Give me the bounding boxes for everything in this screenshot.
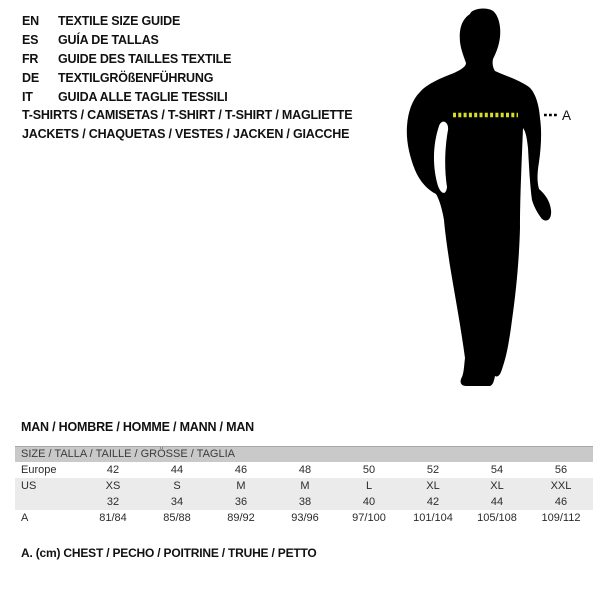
table-row xyxy=(15,478,593,494)
size-cell: 38 xyxy=(298,496,312,508)
table-row-label: A xyxy=(21,512,29,524)
language-code: EN xyxy=(22,14,39,28)
size-cell: 46 xyxy=(554,496,568,508)
size-cell: L xyxy=(365,480,373,492)
size-cell: 44 xyxy=(490,496,504,508)
size-cell: M xyxy=(236,480,246,492)
measurement-footnote: A. (cm) CHEST / PECHO / POITRINE / TRUHE / PETTO xyxy=(21,546,317,560)
size-cell: 40 xyxy=(362,496,376,508)
size-table xyxy=(15,446,593,526)
size-cell: S xyxy=(173,480,181,492)
size-cell: 42 xyxy=(426,496,440,508)
size-cell: 93/96 xyxy=(291,512,319,524)
size-cell: 48 xyxy=(298,464,312,476)
table-row-label: Europe xyxy=(21,464,57,476)
language-row xyxy=(22,50,231,69)
size-cell: 42 xyxy=(106,464,120,476)
category-line-tshirts: T-SHIRTS / CAMISETAS / T-SHIRT / T-SHIRT / MAGLIETTE xyxy=(22,108,353,122)
language-label: GUIDE DES TAILLES TEXTILE xyxy=(58,52,232,66)
language-code: DE xyxy=(22,71,39,85)
size-cell: 81/84 xyxy=(99,512,127,524)
table-row xyxy=(15,494,593,510)
language-row xyxy=(22,69,231,88)
language-label: TEXTILE SIZE GUIDE xyxy=(58,14,181,28)
language-code: IT xyxy=(22,90,33,104)
size-cell: XL xyxy=(490,480,504,492)
language-code: FR xyxy=(22,52,39,66)
language-row xyxy=(22,12,231,31)
measure-label-a: A xyxy=(562,108,572,123)
section-title-man: MAN / HOMBRE / HOMME / MANN / MAN xyxy=(21,420,254,434)
size-cell: 85/88 xyxy=(163,512,191,524)
size-cell: 109/112 xyxy=(541,512,581,524)
size-cell: 52 xyxy=(426,464,440,476)
language-row xyxy=(22,31,231,50)
table-row-label: US xyxy=(21,480,37,492)
table-row-label xyxy=(15,494,81,510)
language-label: TEXTILGRÖßENFÜHRUNG xyxy=(58,71,214,85)
table-row xyxy=(15,462,593,478)
language-row xyxy=(22,88,231,107)
size-cell: 101/104 xyxy=(413,512,453,524)
language-code: ES xyxy=(22,33,39,47)
size-cell: 32 xyxy=(106,496,120,508)
man-figure-svg xyxy=(398,0,585,396)
size-cell: 97/100 xyxy=(352,512,386,524)
table-row xyxy=(15,510,593,526)
language-label: GUÍA DE TALLAS xyxy=(58,33,159,47)
language-list xyxy=(22,12,231,107)
category-list xyxy=(22,106,352,144)
size-table-body xyxy=(15,462,593,526)
size-cell: 34 xyxy=(170,496,184,508)
size-cell: 56 xyxy=(554,464,568,476)
size-cell: 46 xyxy=(234,464,248,476)
size-cell: 89/92 xyxy=(227,512,255,524)
size-cell: 36 xyxy=(234,496,248,508)
size-table-header: SIZE / TALLA / TAILLE / GRÖSSE / TAGLIA xyxy=(15,446,593,462)
size-cell: 44 xyxy=(170,464,184,476)
size-cell: XXL xyxy=(550,480,572,492)
man-silhouette xyxy=(407,9,551,386)
size-cell: M xyxy=(300,480,310,492)
language-label: GUIDA ALLE TAGLIE TESSILI xyxy=(58,90,228,104)
size-cell: 105/108 xyxy=(477,512,517,524)
size-cell: XS xyxy=(105,480,121,492)
man-figure xyxy=(398,0,585,396)
size-cell: XL xyxy=(426,480,440,492)
size-cell: 54 xyxy=(490,464,504,476)
category-line-jackets: JACKETS / CHAQUETAS / VESTES / JACKEN / GIACCHE xyxy=(22,127,350,141)
size-cell: 50 xyxy=(362,464,376,476)
